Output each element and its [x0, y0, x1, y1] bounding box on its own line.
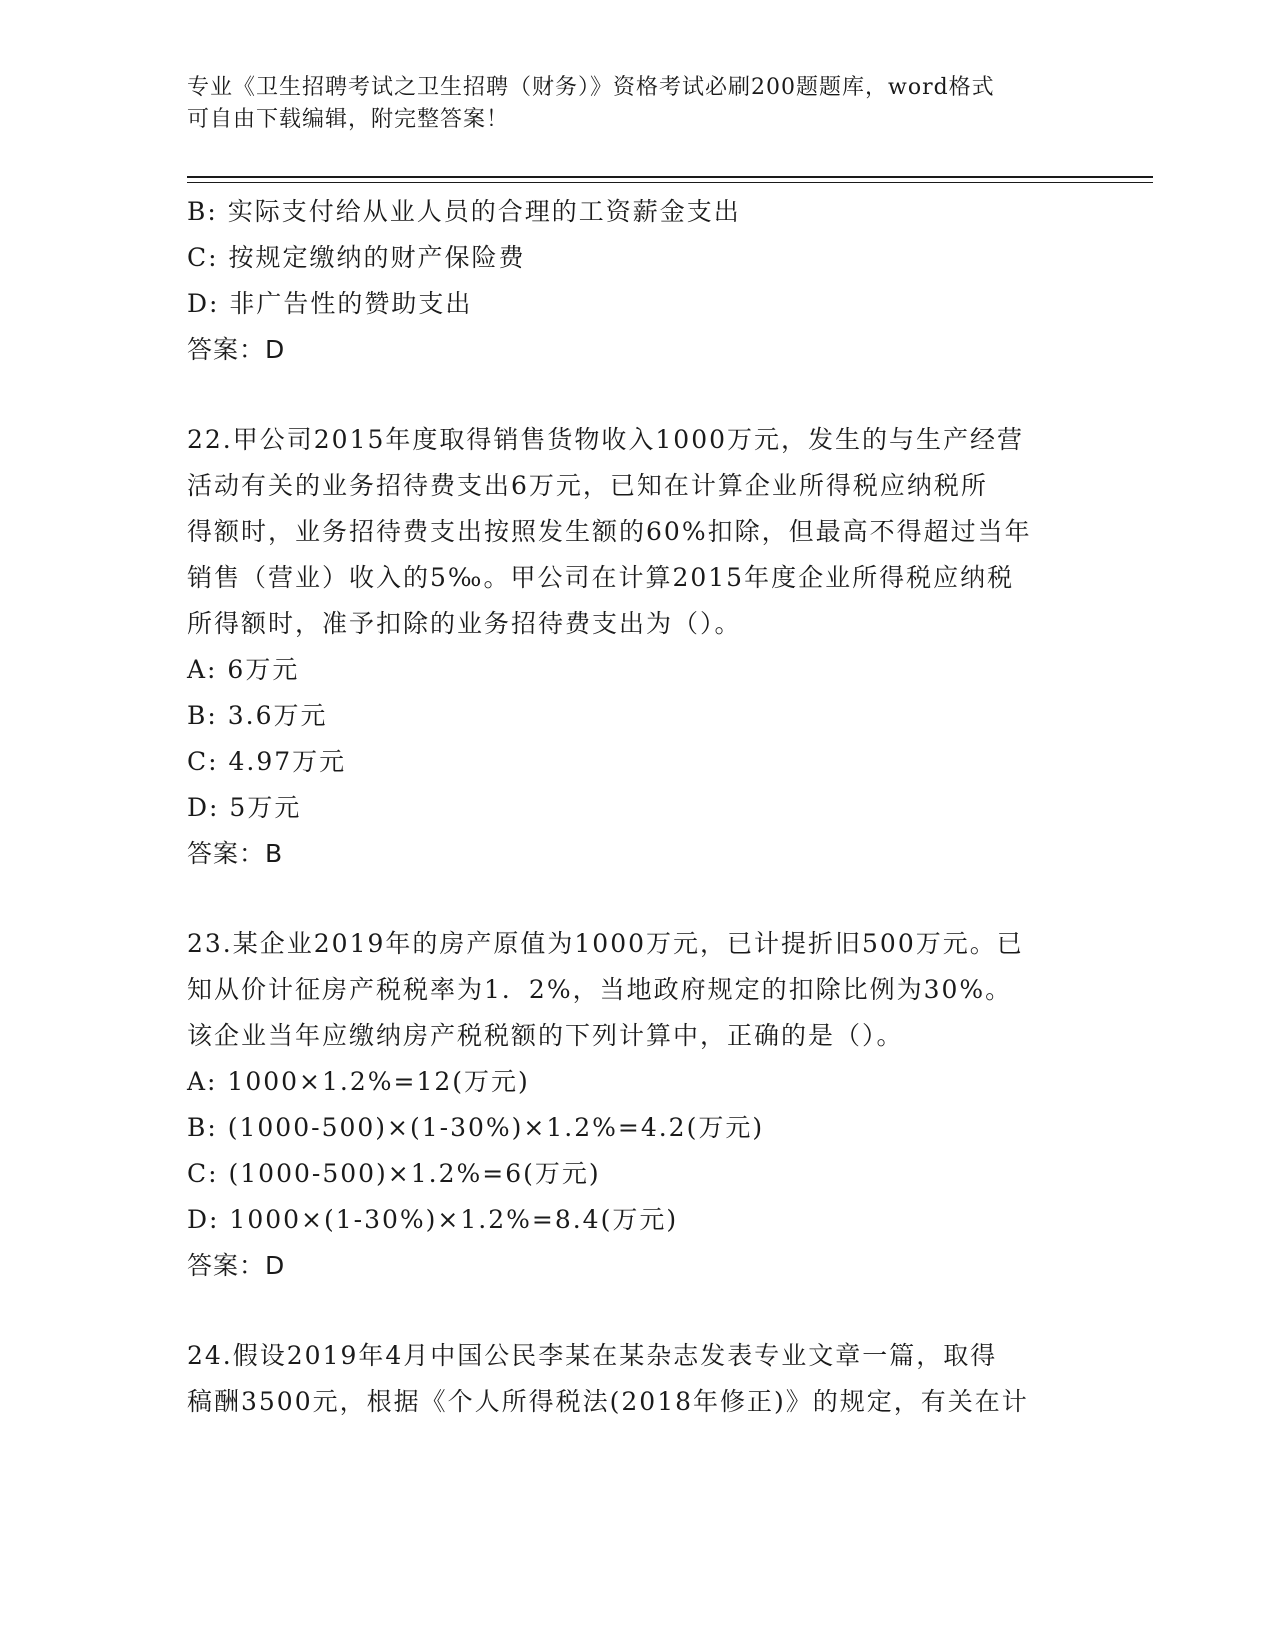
option-b: B: 3.6万元	[187, 701, 328, 730]
question-stem-line: 该企业当年应缴纳房产税税额的下列计算中，正确的是（）。	[187, 1021, 904, 1050]
spacer	[187, 1289, 1087, 1333]
option-a: A: 1000×1.2%=12(万元)	[187, 1067, 530, 1096]
option-d: D: 5万元	[187, 793, 302, 822]
header-divider-thin	[187, 182, 1153, 183]
option-d: D: 1000×(1-30%)×1.2%=8.4(万元)	[187, 1205, 679, 1234]
question-stem-line: 知从价计征房产税税率为1．2%，当地政府规定的扣除比例为30%。	[187, 975, 1013, 1004]
question-stem-line: 所得额时，准予扣除的业务招待费支出为（）。	[187, 609, 742, 638]
option-c: C: 按规定缴纳的财产保险费	[187, 243, 526, 272]
question-stem-line: 活动有关的业务招待费支出6万元，已知在计算企业所得税应纳税所	[187, 471, 988, 500]
option-c: C: 4.97万元	[187, 747, 347, 776]
document-header	[187, 72, 1087, 136]
answer-line: 答案：D	[187, 335, 286, 364]
header-line: 可自由下载编辑，附完整答案！	[187, 107, 510, 132]
question-stem-line: 销售（营业）收入的5‰。甲公司在计算2015年度企业所得税应纳税	[187, 563, 1015, 592]
question-block-23	[187, 921, 1087, 1289]
header-divider-thick	[187, 176, 1153, 178]
question-stem-line: 稿酬3500元，根据《个人所得税法(2018年修正)》的规定，有关在计	[187, 1387, 1029, 1416]
question-block-22	[187, 417, 1087, 877]
option-a: A: 6万元	[187, 655, 300, 684]
option-b: B: 实际支付给从业人员的合理的工资薪金支出	[187, 197, 741, 226]
question-stem-line: 得额时，业务招待费支出按照发生额的60%扣除，但最高不得超过当年	[187, 517, 1032, 546]
question-stem-line: 24.假设2019年4月中国公民李某在某杂志发表专业文章一篇，取得	[187, 1341, 998, 1370]
answer-line: 答案：B	[187, 839, 284, 868]
answer-line: 答案：D	[187, 1251, 286, 1280]
option-b: B: (1000-500)×(1-30%)×1.2%=4.2(万元)	[187, 1113, 765, 1142]
question-block-24	[187, 1333, 1087, 1425]
document-body	[187, 189, 1087, 1425]
option-d: D: 非广告性的赞助支出	[187, 289, 473, 318]
option-c: C: (1000-500)×1.2%=6(万元)	[187, 1159, 601, 1188]
spacer	[187, 877, 1087, 921]
question-stem-line: 22.甲公司2015年度取得销售货物收入1000万元，发生的与生产经营	[187, 425, 1025, 454]
question-stem-line: 23.某企业2019年的房产原值为1000万元，已计提折旧500万元。已	[187, 929, 1024, 958]
header-line: 专业《卫生招聘考试之卫生招聘（财务）》资格考试必刷200题题库，word格式	[187, 75, 995, 100]
question-block-21	[187, 189, 1087, 373]
spacer	[187, 373, 1087, 417]
